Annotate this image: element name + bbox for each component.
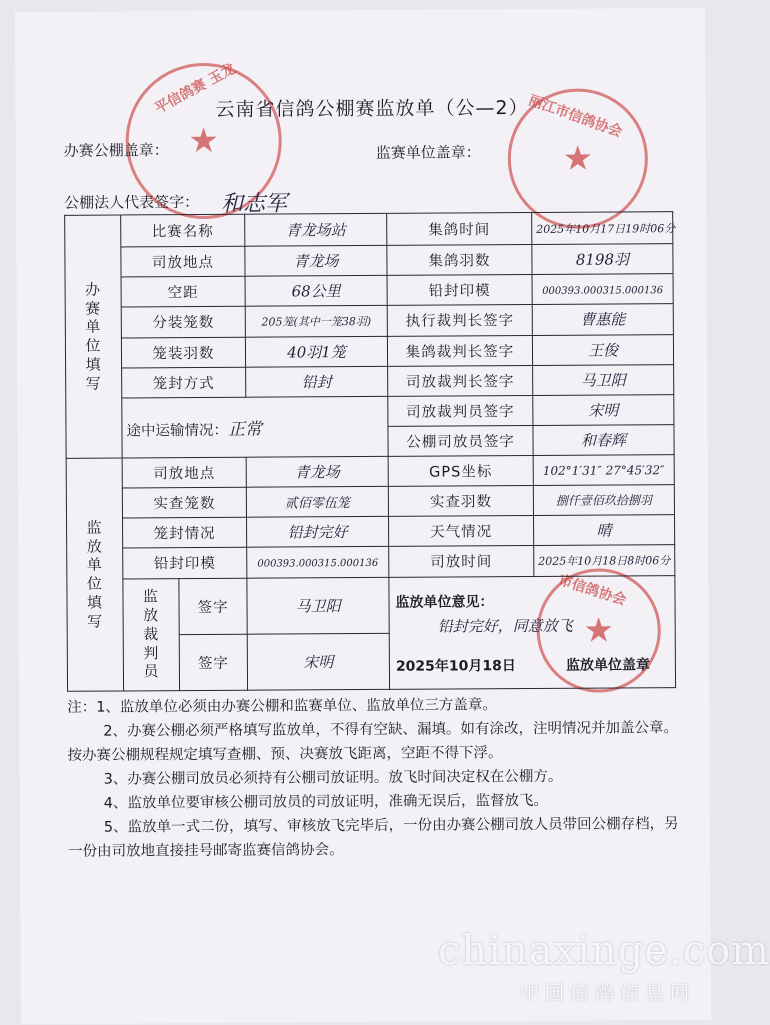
gather-time-label: 集鸽时间 <box>387 212 532 245</box>
form-title: 云南省信鸽公棚赛监放单（公—2） <box>215 96 529 121</box>
release-place-label: 司放地点 <box>121 246 245 277</box>
weather-value: 晴 <box>534 515 675 546</box>
race-name-value: 青龙场站 <box>245 213 387 246</box>
weather-label: 天气情况 <box>389 516 534 547</box>
organizer-seal-label: 办赛公棚盖章： <box>63 141 169 160</box>
cage-seal-value: 铅封 <box>246 366 388 397</box>
note-1: 注：1、监放单位必须由办赛公棚和监赛单位、监放单位三方盖章。 <box>67 697 497 716</box>
gps-label: GPS坐标 <box>388 455 533 486</box>
seal-label: 铅封印模 <box>387 275 532 306</box>
release-chief-label: 司放裁判长签字 <box>388 365 533 396</box>
opinion-text: 铅封完好，同意放飞 <box>437 616 573 636</box>
watermark-cn: 中国信鸽信息网 <box>520 982 696 1004</box>
release-time-value: 2025年10月18日8时06分 <box>534 545 675 576</box>
count-check-value: 捌仟壹佰玖拾捌羽 <box>533 485 674 516</box>
notes <box>67 692 684 864</box>
watermark-latin: chinaxinge.com <box>438 928 770 974</box>
sv-seal-value: 000393.000315.000136 <box>247 547 389 578</box>
sign-value-2: 宋明 <box>247 633 389 690</box>
gather-referee-signature: 王俊 <box>532 334 673 365</box>
distance-label: 空距 <box>121 276 245 307</box>
seal-status-value: 铅封完好 <box>247 517 389 548</box>
cage-check-label: 实查笼数 <box>122 487 246 518</box>
note-2: 2、办赛公棚必须严格填写监放单，不得有空缺、漏填。如有涂改，注明情况并加盖公章。按办赛公棚规程规定填写查棚、预、决赛放飞距离，空距不得下浮。 <box>67 720 679 764</box>
referee-label: 监放裁判员 <box>123 578 180 691</box>
release-referee-label: 司放裁判员签字 <box>388 395 533 426</box>
note-5: 5、监放单一式二份，填写、审核放飞完毕后，一份由办赛公棚司放人员带回公棚存档，另一份由司放地直接挂号邮寄监赛信鸽协会。 <box>67 816 679 860</box>
sv-release-place-label: 司放地点 <box>122 457 246 488</box>
sv-release-place-value: 青龙场 <box>246 456 388 487</box>
form-sheet <box>15 8 711 1024</box>
supervisor-section-label: 监放单位填写 <box>66 458 123 691</box>
gps-value: 102°1′31″ 27°45′32″ <box>533 455 674 486</box>
opinion-label: 监放单位意见： <box>395 593 494 611</box>
release-form-table <box>64 211 676 692</box>
race-name-label: 比赛名称 <box>121 214 245 247</box>
star-icon: ★ <box>562 138 594 179</box>
transit-value: 正常 <box>227 419 263 440</box>
sv-seal-label: 铅封印模 <box>123 548 247 579</box>
exec-referee-label: 执行裁判长签字 <box>387 305 532 336</box>
seal-status-label: 笼封情况 <box>123 517 247 548</box>
opinion-cell <box>389 575 676 689</box>
sign-label-2: 签字 <box>179 634 247 691</box>
organizer-section-label: 办赛单位填写 <box>65 215 122 458</box>
legal-rep-label: 公棚法人代表签字： <box>64 192 200 212</box>
transit-cell <box>122 396 388 458</box>
star-icon: ★ <box>583 610 615 651</box>
cage-check-value: 贰佰零伍笼 <box>246 486 388 517</box>
per-cage-label: 笼装羽数 <box>121 337 245 368</box>
organizer-stamp-text: 平信鸽赛 玉龙 <box>152 60 239 118</box>
note-3: 3、办赛公棚司放员必须持有公棚司放证明。放飞时间决定权在公棚方。 <box>103 768 563 788</box>
release-time-label: 司放时间 <box>389 546 534 577</box>
supervisor-stamp-text: 丽江市信鸽协会 <box>526 92 625 141</box>
note-4: 4、监放单位要审核公棚司放员的司放证明，准确无误后，监督放飞。 <box>103 792 549 812</box>
cage-count-value: 205笼(其中一笼38羽) <box>245 306 387 337</box>
release-chief-signature: 马卫阳 <box>533 364 674 395</box>
gather-time-value: 2025年10月17日19时06分 <box>532 212 673 245</box>
seal-value: 000393.000315.000136 <box>532 274 673 305</box>
distance-value: 68公里 <box>245 276 387 307</box>
supervisor-stamp-2-text: 市信鸽协会 <box>556 572 628 609</box>
gather-count-value: 8198羽 <box>532 244 673 275</box>
per-cage-value: 40羽1笼 <box>245 336 387 367</box>
opinion-seal-label: 监放单位盖章 <box>565 656 650 674</box>
cage-seal-label: 笼封方式 <box>122 367 246 398</box>
release-referee-signature: 宋明 <box>533 394 674 425</box>
exec-referee-signature: 曹惠能 <box>532 304 673 335</box>
sign-value-1: 马卫阳 <box>247 577 389 634</box>
opinion-date: 2025年10月18日 <box>395 657 516 675</box>
count-check-label: 实查羽数 <box>388 486 533 517</box>
cage-count-label: 分装笼数 <box>121 307 245 338</box>
sign-label-1: 签字 <box>179 578 247 635</box>
gather-count-label: 集鸽羽数 <box>387 245 532 276</box>
gather-referee-label: 集鸽裁判长签字 <box>387 335 532 366</box>
loft-releaser-signature: 和春辉 <box>533 424 674 455</box>
loft-releaser-label: 公棚司放员签字 <box>388 425 533 456</box>
supervisor-seal-label: 监赛单位盖章： <box>375 143 481 162</box>
release-place-value: 青龙场 <box>245 245 387 276</box>
legal-rep-signature: 和志军 <box>221 191 288 217</box>
star-icon: ★ <box>188 120 220 162</box>
transit-label: 途中运输情况： <box>126 422 229 440</box>
